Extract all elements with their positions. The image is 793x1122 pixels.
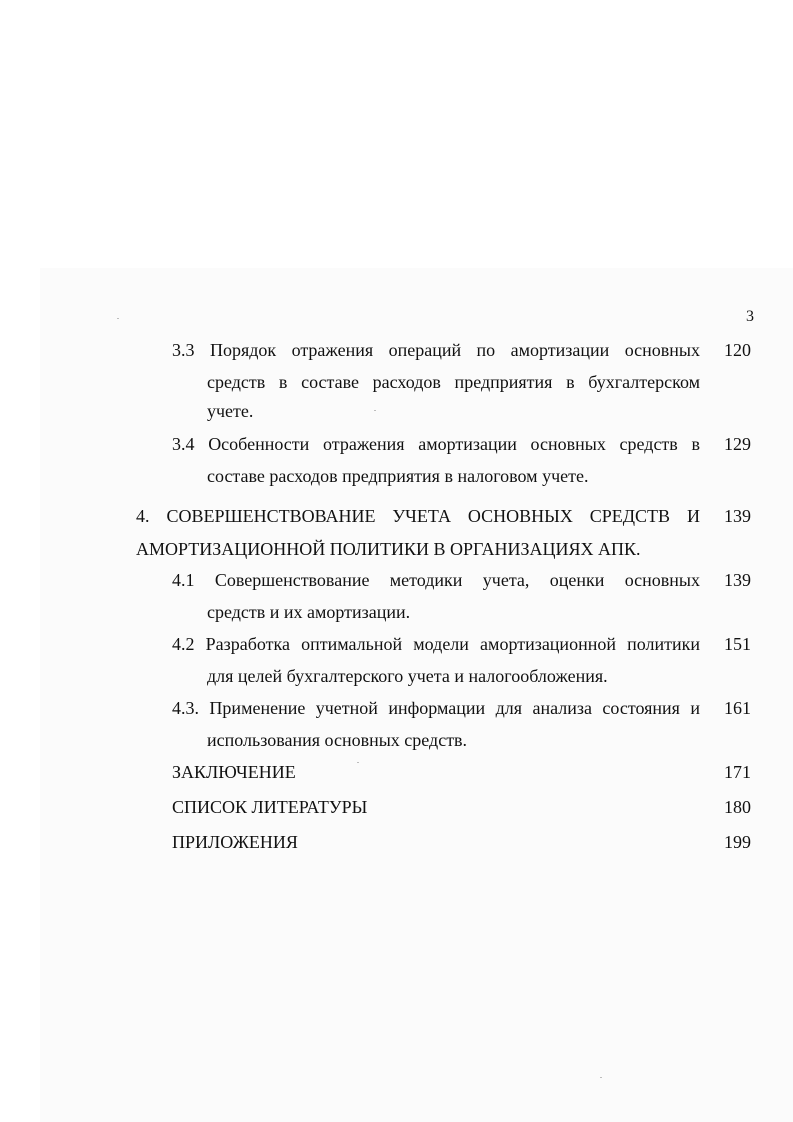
toc-entry-3-4-line-2: составе расходов предприятия в налоговом учете. [207, 466, 589, 486]
toc-entry-3-3-line-3: учете. [207, 401, 254, 421]
toc-entry-4-line-2: АМОРТИЗАЦИОННОЙ ПОЛИТИКИ В ОРГАНИЗАЦИЯХ АПК. [136, 539, 641, 559]
toc-references-page: 180 [724, 797, 751, 817]
toc-entry-4-3 [172, 698, 700, 732]
toc-entry-3-3 [172, 340, 700, 374]
toc-entry-4-3-page: 161 [724, 698, 751, 718]
toc-conclusion-label: ЗАКЛЮЧЕНИЕ [172, 762, 296, 782]
scan-speck [117, 318, 119, 319]
scan-speck [374, 410, 376, 411]
toc-entry-3-3-line-1: 3.3 Порядок отражения операций по амортизации основных [172, 340, 700, 360]
toc-appendices-page: 199 [724, 832, 751, 852]
toc-entry-4-2 [172, 634, 700, 668]
toc-entry-4-2-line-1: 4.2 Разработка оптимальной модели амортизационной политики [172, 634, 700, 654]
toc-entry-4-line-1: 4. СОВЕРШЕНСТВОВАНИЕ УЧЕТА ОСНОВНЫХ СРЕДСТВ И [136, 506, 700, 526]
toc-entry-4-2-line-2: для целей бухгалтерского учета и налогообложения. [207, 666, 608, 686]
toc-entry-3-3-page: 120 [724, 340, 751, 360]
toc-entry-4-1-line-2: средств и их амортизации. [207, 602, 411, 622]
scan-speck [357, 762, 359, 763]
toc-conclusion-page: 171 [724, 762, 751, 782]
toc-entry-4 [136, 506, 700, 540]
toc-references-label: СПИСОК ЛИТЕРАТУРЫ [172, 797, 368, 817]
toc-entry-3-4-line-1: 3.4 Особенности отражения амортизации основных средств в [172, 434, 700, 454]
toc-entry-3-3-line-2: средств в составе расходов предприятия в бухгалтерском [207, 372, 700, 392]
toc-entry-3-3-cont [207, 372, 700, 406]
toc-entry-3-4-page: 129 [724, 434, 751, 454]
toc-entry-4-2-page: 151 [724, 634, 751, 654]
toc-entry-4-3-line-1: 4.3. Применение учетной информации для анализа состояния и [172, 698, 700, 718]
toc-entry-4-1-line-1: 4.1 Совершенствование методики учета, оценки основных [172, 570, 700, 590]
scan-speck [600, 1077, 602, 1078]
toc-entry-4-3-line-2: использования основных средств. [207, 730, 468, 750]
toc-appendices-label: ПРИЛОЖЕНИЯ [172, 832, 298, 852]
toc-entry-4-1-page: 139 [724, 570, 751, 590]
toc-entry-3-4 [172, 434, 700, 468]
toc-entry-4-1 [172, 570, 700, 604]
page-number: 3 [746, 308, 754, 325]
toc-entry-4-page: 139 [724, 506, 751, 526]
